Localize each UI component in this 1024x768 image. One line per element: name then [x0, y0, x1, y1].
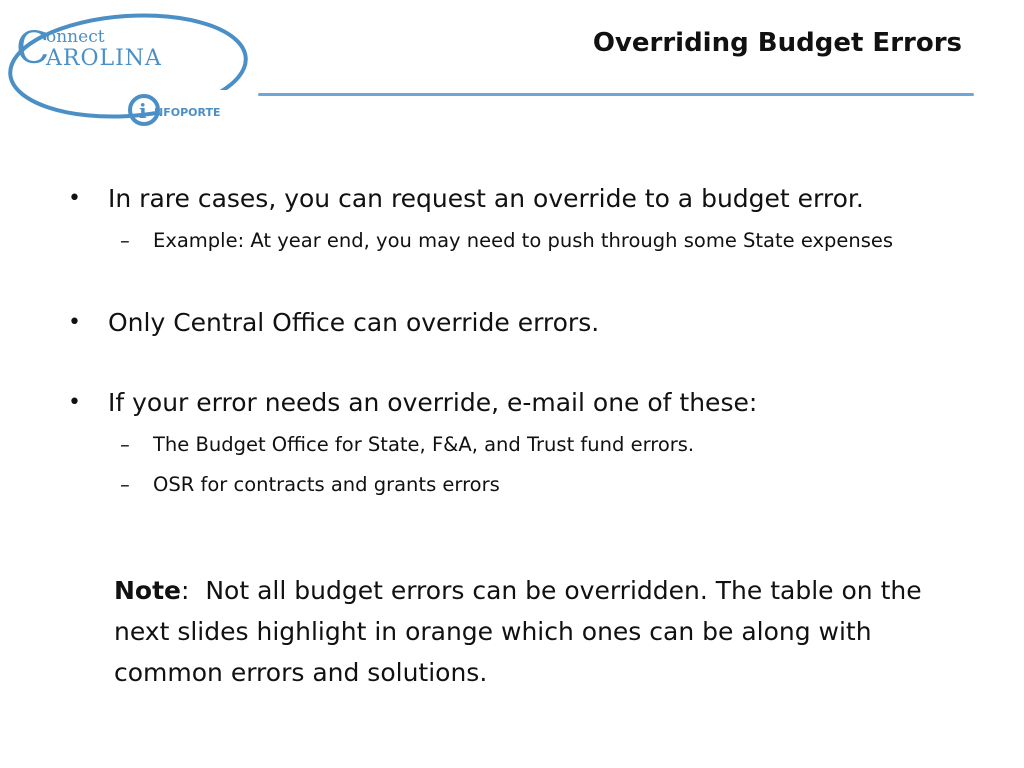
dash-icon: –: [120, 433, 130, 456]
sub-bullet-item: [66, 428, 933, 462]
sub-bullet-text: Example: At year end, you may need to push through some State expenses: [153, 229, 894, 252]
bullet-item: [66, 180, 966, 218]
logo-carolina-text: AROLINA: [46, 46, 162, 71]
note-text: Not all budget errors can be overridden. The table on the next slides highlight in orange which ones can be along with common errors and solutions.: [114, 576, 922, 687]
slide-title: Overriding Budget Errors: [592, 28, 962, 58]
connect-carolina-logo-graphic: [8, 8, 258, 133]
bullet-icon: •: [68, 186, 81, 211]
sub-bullet-text: The Budget Office for State, F&A, and Trust fund errors.: [153, 433, 695, 456]
bullet-text: If your error needs an override, e-mail one of these:: [108, 388, 758, 417]
logo-infoporte-text: NFOPORTE: [154, 106, 221, 119]
note-paragraph: [114, 570, 964, 693]
dash-icon: –: [120, 473, 130, 496]
logo-info-initial: i: [139, 99, 147, 123]
bullet-icon: •: [68, 310, 81, 335]
bullet-list: [66, 180, 966, 502]
sub-bullet-item: [66, 468, 933, 502]
bullet-item: [66, 384, 966, 422]
title-underline: [258, 93, 974, 96]
connect-carolina-logo: [8, 8, 258, 133]
note-label: Note: [114, 576, 182, 605]
bullet-text: In rare cases, you can request an override to a budget error.: [108, 184, 864, 213]
logo-c-initial: C: [16, 23, 50, 74]
dash-icon: –: [120, 229, 130, 252]
bullet-icon: •: [68, 390, 81, 415]
sub-bullet-text: OSR for contracts and grants errors: [153, 473, 500, 496]
bullet-item: [66, 304, 966, 342]
logo-connect-text: onnect: [46, 27, 105, 47]
note-separator: :: [181, 576, 206, 605]
bullet-text: Only Central Office can override errors.: [108, 308, 600, 337]
sub-bullet-item: [66, 224, 933, 258]
